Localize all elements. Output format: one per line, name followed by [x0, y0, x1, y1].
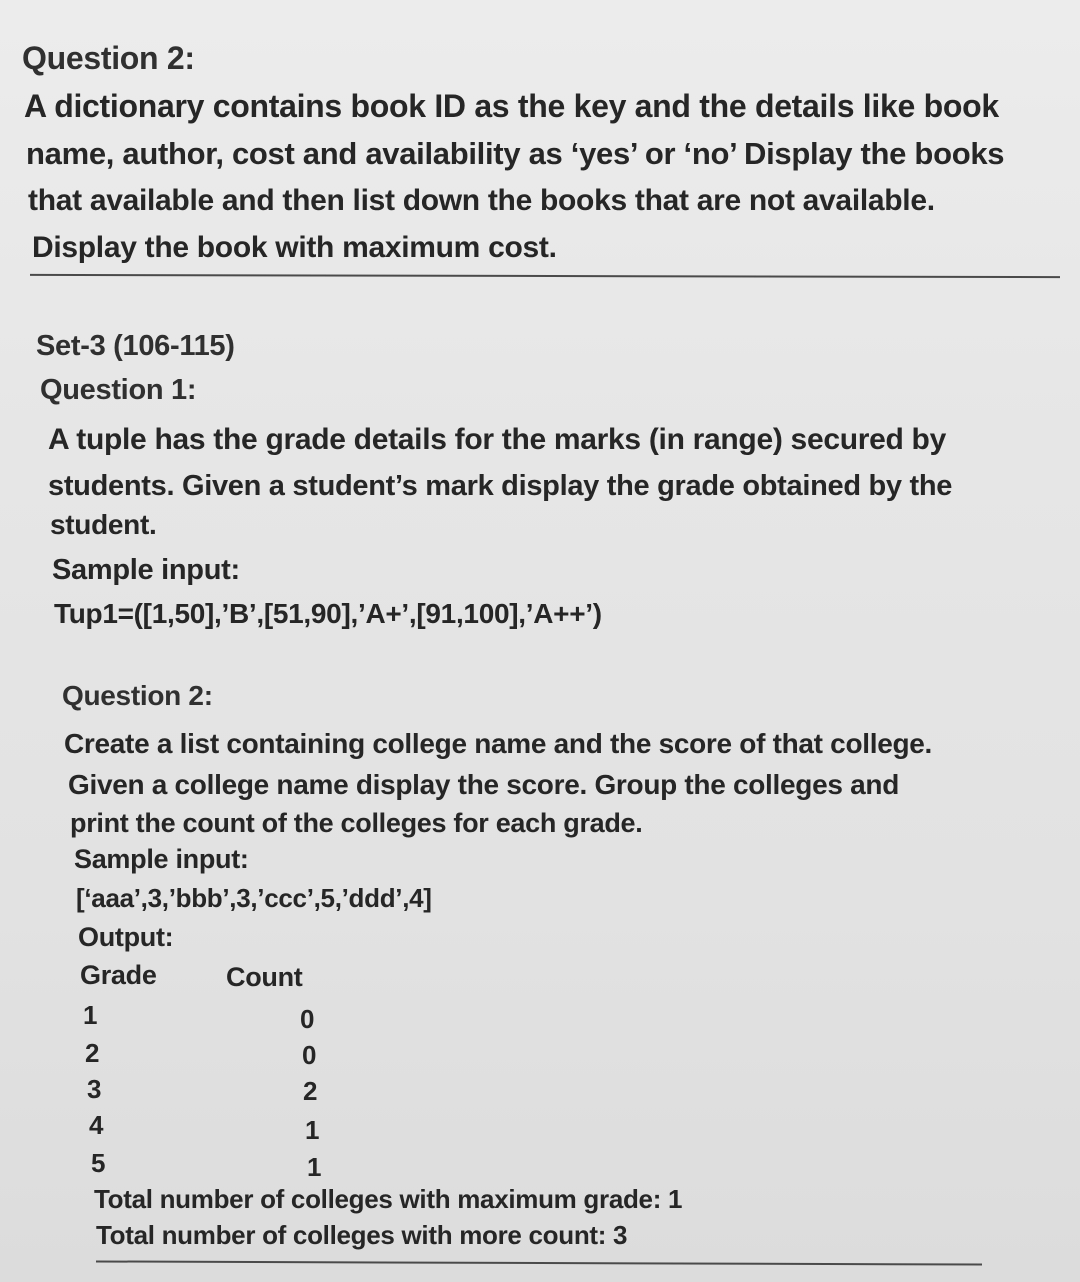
table-cell-grade: 1 [83, 1000, 98, 1030]
table-cell-count: 0 [300, 1004, 315, 1034]
sample-input-value: Tup1=([1,50],’B’,[51,90],’A+’,[91,100],’A++’) [54, 598, 602, 629]
table-header-count: Count [226, 962, 303, 992]
table-cell-count: 2 [303, 1076, 318, 1106]
question-heading: Question 2: [62, 680, 213, 711]
sample-input-label: Sample input: [52, 554, 240, 586]
table-header-grade: Grade [80, 960, 157, 990]
question-text-line: Create a list containing college name and the score of that college. [64, 728, 933, 759]
table-cell-count: 1 [305, 1115, 320, 1145]
output-label: Output: [78, 922, 174, 952]
table-cell-count: 0 [302, 1040, 317, 1070]
section-divider [96, 1260, 982, 1265]
question-text-line: Given a college name display the score. Group the colleges and [68, 769, 899, 800]
summary-line: Total number of colleges with maximum grade: 1 [94, 1184, 683, 1214]
table-cell-count: 1 [307, 1152, 322, 1182]
question-text-line: A dictionary contains book ID as the key and the details like book [24, 88, 999, 124]
question-text-line: that available and then list down the books that are not available. [28, 184, 935, 217]
sample-input-value: [‘aaa’,3,’bbb’,3,’ccc’,5,’ddd’,4] [76, 883, 432, 913]
question-heading: Question 1: [40, 374, 197, 406]
summary-line: Total number of colleges with more count: 3 [96, 1220, 628, 1250]
table-cell-grade: 3 [87, 1074, 102, 1104]
question-text-line: students. Given a student’s mark display the grade obtained by the [48, 470, 953, 502]
question-text-line: name, author, cost and availability as ‘yes’ or ‘no’ Display the books [26, 136, 1005, 171]
question-text-line: Display the book with maximum cost. [32, 231, 557, 264]
question-text-line: student. [50, 509, 157, 540]
sample-input-label: Sample input: [74, 844, 249, 874]
table-cell-grade: 4 [89, 1110, 104, 1140]
question-text-line: A tuple has the grade details for the marks (in range) secured by [48, 423, 946, 456]
table-cell-grade: 2 [85, 1038, 100, 1068]
set-title: Set-3 (106-115) [36, 330, 235, 362]
table-cell-grade: 5 [91, 1148, 106, 1178]
question-text-line: print the count of the colleges for each grade. [70, 808, 643, 838]
question-heading: Question 2: [22, 40, 195, 76]
section-divider [30, 274, 1060, 278]
